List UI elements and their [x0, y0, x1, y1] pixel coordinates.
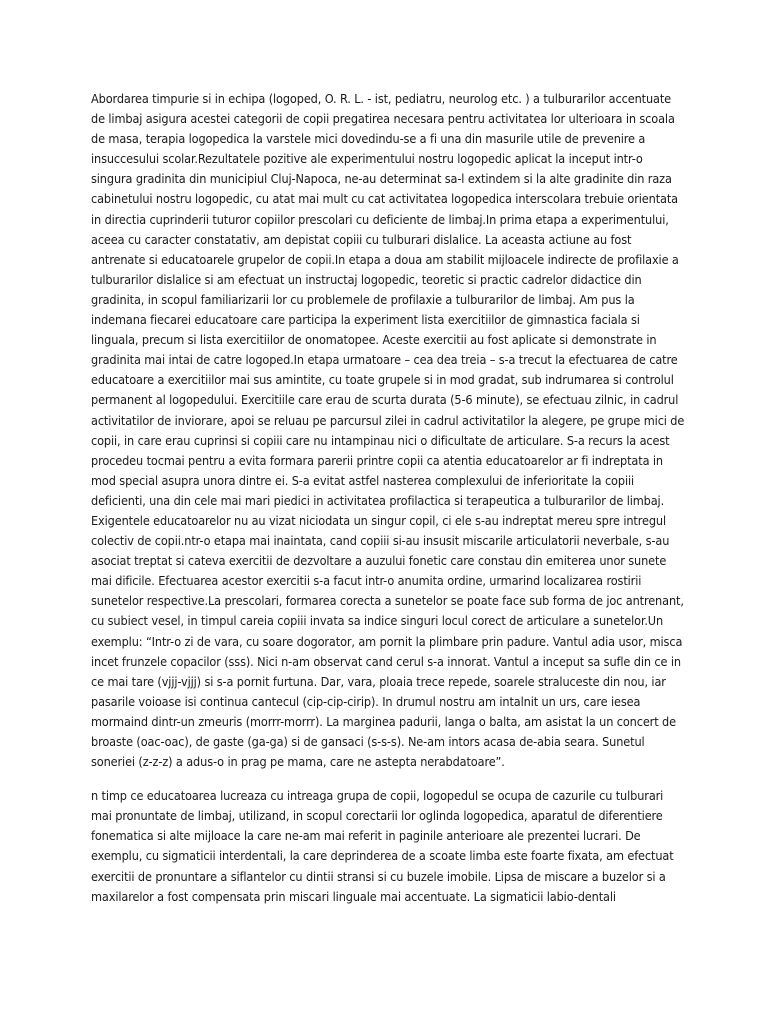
document-page [91, 89, 687, 907]
paragraph-2: n timp ce educatoarea lucreaza cu intreaga grupa de copii, logopedul se ocupa de cazurile cu tulburari mai pronuntate de limbaj, utilizand, in scopul corectarii lor oglinda logopedica, aparatul de diferentiere fonematica si alte mijloace la care ne-am mai referit in paginile anterioare ale prezentei lucrari. De exemplu, cu sigmaticii interdentali, la care deprinderea de a scoate limba este foarte fixata, am efectuat exercitii de pronuntare a siflantelor cu dintii stransi si cu buzele imobile. Lipsa de miscare a buzelor si a maxilarelor a fost compensata prin miscari linguale mai accentuate. La sigmaticii labio-dentali [91, 788, 674, 904]
paragraph-1: Abordarea timpurie si in echipa (logoped, O. R. L. - ist, pediatru, neurolog etc. ) a tulburarilor accentuate de limbaj asigura acestei categorii de copii pregatirea necesara pentru activitatea lor ulterioara in scoala de masa, terapia logopedica la varstele mici dovedindu-se a fi una din masurile utile de prevenire a insuccesului scolar.Rezultatele pozitive ale experimentului nostru logopedic aplicat la inceput intr-o singura gradinita din municipiul Cluj-Napoca, ne-au determinat sa-l extindem si la alte gradinite din raza cabinetului nostru logopedic, cu atat mai mult cu cat activitatea logopedica interscolara trebuie orientata in directia cuprinderii tuturor copiilor prescolari cu deficiente de limbaj.In prima etapa a experimentului, aceea cu caracter constatativ, am depistat copiii cu tulburari dislalice. La aceasta actiune au fost antrenate si educatoarele grupelor de copii.In etapa a doua am stabilit mijloacele indirecte de profilaxie a tulburarilor dislalice si am efectuat un instructaj logopedic, teoretic si practic cadrelor didactice din gradinita, in scopul familiarizarii lor cu problemele de profilaxie a tulburarilor de limbaj. Am pus la indemana fiecarei educatoare care participa la experiment lista exercitiilor de gimnastica faciala si linguala, precum si lista exercitiilor de onomatopee. Aceste exercitii au fost aplicate si demonstrate in gradinita mai intai de catre logoped.In etapa urmatoare – cea dea treia – s-a trecut la efectuarea de catre educatoare a exercitiilor mai sus amintite, cu toate grupele si in mod gradat, sub indrumarea si controlul permanent al logopedului. Exercitiile care erau de scurta durata (5-6 minute), se efectuau zilnic, in cadrul activitatilor de inviorare, apoi se reluau pe parcursul zilei in cadrul activitatilor la alegere, pe grupe mici de copii, in care erau cuprinsi si copiii care nu intampinau nici o dificultate de articulare. S-a recurs la acest procedeu tocmai pentru a evita formara parerii printre copii ca atentia educatoarelor ar fi indreptata in mod special asupra unora dintre ei. S-a evitat astfel nasterea complexului de inferioritate la copiii deficienti, una din cele mai mari piedici in activitatea profilactica si terapeutica a tulburarilor de limbaj. Exigentele educatoarelor nu au vizat niciodata un singur copil, ci ele s-au indreptat mereu spre intregul colectiv de copii.ntr-o etapa mai inaintata, cand copiii si-au insusit miscarile articulatorii neverbale, s-au asociat treptat si cateva exercitii de dezvoltare a auzului fonetic care constau din emiterea unor sunete mai dificile. Efectuarea acestor exercitii s-a facut intr-o anumita ordine, urmarind localizarea rostirii sunetelor respective.La prescolari, formarea corecta a sunetelor se poate face sub forma de joc antrenant, cu subiect vesel, in timpul careia copiii invata sa indice singuri locul corect de articulare a sunetelor.Un exemplu: “Intr-o zi de vara, cu soare dogorator, am pornit la plimbare prin padure. Vantul adia usor, misca incet frunzele copacilor (sss). Nici n-am observat cand cerul s-a innorat. Vantul a inceput sa sufle din ce in ce mai tare (vjjj-vjjj) si s-a pornit furtuna. Dar, vara, ploaia trece repede, soarele straluceste din nou, iar pasarile voioase isi continua cantecul (cip-cip-cirip). In drumul nostru am intalnit un urs, care iesea mormaind dintr-un zmeuris (morrr-morrr). La marginea padurii, langa o balta, am asistat la un concert de broaste (oac-oac), de gaste (ga-ga) si de gansaci (s-s-s). Ne-am intors acasa de-abia seara. Sunetul soneriei (z-z-z) a adus-o in prag pe mama, care ne astepta nerabdatoare”. [91, 91, 685, 770]
